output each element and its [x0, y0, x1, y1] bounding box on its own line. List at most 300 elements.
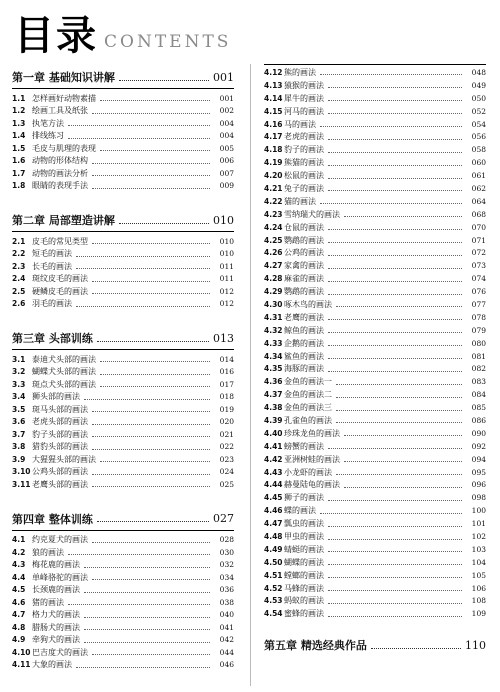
toc-entry[interactable] — [12, 584, 234, 597]
entry-page-number: 095 — [471, 467, 486, 477]
dot-leader — [92, 469, 210, 475]
dot-leader — [84, 612, 210, 618]
entry-title: 公鸡的画法 — [284, 248, 324, 258]
toc-entry[interactable] — [264, 414, 486, 427]
entry-number: 1.4 — [12, 131, 26, 141]
entry-title: 雪纳瑞犬的画法 — [284, 209, 340, 219]
entry-page-number: 094 — [471, 454, 486, 464]
entry-title: 动物的画法分析 — [32, 168, 88, 178]
entry-number: 4.22 — [264, 196, 283, 206]
toc-entry[interactable] — [12, 634, 234, 647]
entry-title: 斑点犬头部的画法 — [32, 379, 96, 389]
toc-entry[interactable] — [12, 235, 234, 248]
dot-leader — [336, 469, 462, 475]
entry-title: 狼的画法 — [32, 547, 64, 557]
toc-entry[interactable] — [12, 378, 234, 391]
toc-entry[interactable] — [264, 285, 486, 298]
toc-entry[interactable] — [12, 559, 234, 572]
entry-number: 2.4 — [12, 274, 26, 284]
entry-page-number: 062 — [471, 183, 486, 193]
toc-entry[interactable] — [264, 491, 486, 504]
entry-page-number: 100 — [471, 506, 486, 516]
toc-entry[interactable] — [12, 391, 234, 404]
dot-leader — [344, 430, 462, 436]
dot-leader — [92, 444, 210, 450]
entry-page-number: 030 — [219, 547, 234, 557]
dot-leader — [328, 340, 462, 346]
entry-title: 啄木鸟的画法 — [284, 299, 332, 309]
chapter-heading[interactable] — [12, 508, 234, 531]
dot-leader — [328, 366, 462, 372]
toc-entry[interactable] — [12, 155, 234, 168]
entry-page-number: 082 — [471, 364, 486, 374]
entry-page-number: 050 — [471, 93, 486, 103]
toc-entry[interactable] — [12, 285, 234, 298]
toc-entry[interactable] — [264, 298, 486, 311]
dot-leader — [92, 419, 210, 425]
dot-leader — [328, 95, 462, 101]
toc-entry[interactable] — [264, 272, 486, 285]
toc-entry[interactable] — [264, 66, 486, 79]
toc-entry[interactable] — [264, 569, 486, 582]
entry-number: 4.50 — [264, 557, 283, 567]
dot-leader — [92, 170, 210, 176]
toc-entry[interactable] — [12, 298, 234, 311]
entry-title: 金鱼的画法一 — [284, 377, 332, 387]
dot-leader — [328, 185, 462, 191]
dot-leader — [84, 587, 210, 593]
entry-page-number: 077 — [471, 299, 486, 309]
toc-entry[interactable] — [264, 401, 486, 414]
entry-page-number: 014 — [219, 354, 234, 364]
dot-leader — [84, 624, 210, 630]
toc-entry[interactable] — [12, 260, 234, 273]
dot-leader — [76, 263, 210, 269]
chapter-heading[interactable] — [12, 327, 234, 350]
dot-leader — [328, 263, 462, 269]
toc-entry[interactable] — [264, 543, 486, 556]
dot-leader — [100, 145, 210, 151]
toc-entry[interactable] — [264, 350, 486, 363]
entry-page-number: 022 — [219, 442, 234, 452]
entry-number: 4.28 — [264, 274, 283, 284]
entry-number: 1.2 — [12, 106, 26, 116]
entry-title: 硬鳞皮毛的画法 — [32, 286, 88, 296]
entry-number: 3.8 — [12, 442, 26, 452]
entry-title: 鹦鹉的画法 — [284, 287, 324, 297]
entry-title: 格力犬的画法 — [32, 610, 80, 620]
chapter-section — [12, 66, 234, 192]
entry-title: 螃蟹的画法 — [284, 441, 324, 451]
dot-leader — [328, 443, 462, 449]
entry-title: 猎豹头部的画法 — [32, 442, 88, 452]
entry-number: 4.8 — [12, 622, 26, 632]
toc-entry[interactable] — [12, 428, 234, 441]
page-title-english: CONTENTS — [104, 32, 232, 52]
toc-entry[interactable] — [264, 246, 486, 259]
toc-entry[interactable] — [264, 156, 486, 169]
toc-entry[interactable] — [12, 441, 234, 454]
dot-leader — [68, 120, 210, 126]
entry-number: 4.25 — [264, 235, 283, 245]
entry-title: 甲虫的画法 — [284, 532, 324, 541]
top-rule — [264, 64, 486, 65]
entry-title: 排线练习 — [32, 131, 64, 141]
toc-entry[interactable] — [12, 130, 234, 143]
toc-entry[interactable] — [264, 169, 486, 182]
section-gap — [12, 192, 234, 209]
entry-page-number: 007 — [219, 168, 234, 178]
chapter-section — [12, 209, 234, 310]
entry-page-number: 048 — [471, 67, 486, 77]
dot-leader — [328, 314, 462, 320]
dot-leader — [336, 379, 462, 385]
toc-entry[interactable] — [264, 311, 486, 324]
dot-leader — [92, 108, 210, 114]
toc-entry[interactable] — [264, 595, 486, 608]
entry-number: 4.27 — [264, 261, 283, 271]
toc-entry[interactable] — [264, 79, 486, 92]
entry-number: 4.13 — [264, 80, 283, 90]
toc-entry[interactable] — [264, 530, 486, 543]
toc-entry[interactable] — [264, 362, 486, 375]
entry-title: 金鱼的画法三 — [284, 403, 332, 413]
chapter-heading[interactable] — [12, 66, 234, 89]
entry-number: 4.51 — [264, 570, 283, 580]
entry-title: 熊的画法 — [284, 67, 316, 77]
toc-entry[interactable] — [264, 607, 486, 620]
entry-title: 蜜蜂的画法 — [284, 609, 324, 619]
toc-entry[interactable] — [12, 609, 234, 622]
toc-right-column — [264, 66, 486, 659]
entry-title: 皮毛的常见类型 — [32, 236, 88, 246]
entry-page-number: 068 — [471, 209, 486, 219]
entry-number: 4.7 — [12, 610, 26, 620]
entry-number: 4.52 — [264, 583, 283, 593]
chapter-section — [264, 634, 486, 656]
dot-leader — [92, 431, 210, 437]
entry-title: 怎样画好动物素描 — [32, 93, 96, 103]
entry-number: 4.29 — [264, 287, 283, 297]
entry-page-number: 086 — [471, 415, 486, 425]
entry-title: 公鸡头部的画法 — [32, 467, 88, 477]
toc-entry[interactable] — [264, 388, 486, 401]
entry-page-number: 001 — [219, 93, 234, 103]
toc-entry[interactable] — [12, 596, 234, 609]
entry-page-number: 006 — [219, 156, 234, 166]
entry-title: 螳螂的画法 — [284, 570, 324, 580]
toc-entry[interactable] — [12, 534, 234, 547]
toc-entry[interactable] — [264, 517, 486, 530]
toc-entry[interactable] — [264, 221, 486, 234]
toc-entry[interactable] — [12, 416, 234, 429]
entry-title: 老鹰的画法 — [284, 312, 324, 322]
toc-entry[interactable] — [12, 478, 234, 491]
dot-leader — [92, 537, 210, 543]
toc-entry[interactable] — [264, 504, 486, 517]
entry-title: 动物的形体结构 — [32, 156, 88, 166]
entry-number: 2.6 — [12, 299, 26, 309]
entry-title: 企鹅的画法 — [284, 338, 324, 348]
entry-number: 2.3 — [12, 261, 26, 271]
entry-title: 单峰骆驼的画法 — [32, 572, 88, 582]
dot-leader — [97, 335, 209, 342]
chapter-page-number: 001 — [213, 70, 234, 84]
toc-entry[interactable] — [12, 273, 234, 286]
entry-title: 老虎头部的画法 — [32, 417, 88, 427]
entry-number: 4.45 — [264, 493, 283, 503]
dot-leader — [328, 237, 462, 243]
entry-page-number: 042 — [219, 635, 234, 645]
dot-leader — [100, 356, 210, 362]
entry-number: 3.9 — [12, 454, 26, 464]
dot-leader — [328, 327, 462, 333]
toc-entry[interactable] — [12, 646, 234, 659]
dot-leader — [328, 521, 462, 527]
entry-page-number: 072 — [471, 248, 486, 258]
entry-page-number: 040 — [219, 610, 234, 620]
toc-entry[interactable] — [12, 180, 234, 193]
entry-number: 4.23 — [264, 209, 283, 219]
entry-number: 1.7 — [12, 168, 26, 178]
entry-number: 1.3 — [12, 118, 26, 128]
dot-leader — [371, 642, 461, 649]
toc-entry[interactable] — [264, 337, 486, 350]
toc-entry[interactable] — [264, 208, 486, 221]
toc-entry[interactable] — [12, 248, 234, 261]
entry-title: 赫曼陆龟的画法 — [284, 480, 340, 490]
toc-entry[interactable] — [264, 440, 486, 453]
entry-title: 狮子的画法 — [284, 493, 324, 503]
dot-leader — [328, 82, 462, 88]
toc-entry[interactable] — [264, 479, 486, 492]
entry-page-number: 044 — [219, 647, 234, 657]
entry-page-number: 079 — [471, 325, 486, 335]
dot-leader — [119, 217, 209, 224]
entry-page-number: 010 — [219, 249, 234, 259]
entry-title: 犀牛的画法 — [284, 93, 324, 103]
toc-entry[interactable] — [12, 659, 234, 672]
entry-page-number: 092 — [471, 441, 486, 451]
toc-entry[interactable] — [12, 105, 234, 118]
entry-page-number: 041 — [219, 622, 234, 632]
toc-entry[interactable] — [12, 546, 234, 559]
toc-entry[interactable] — [12, 571, 234, 584]
chapter-section — [12, 327, 234, 491]
entry-page-number: 038 — [219, 597, 234, 607]
entry-page-number: 004 — [219, 131, 234, 141]
toc-entry[interactable] — [264, 556, 486, 569]
toc-entry[interactable] — [264, 143, 486, 156]
entry-number: 4.3 — [12, 560, 26, 570]
toc-entry[interactable] — [12, 353, 234, 366]
entry-page-number: 109 — [471, 609, 486, 619]
dot-leader — [119, 74, 209, 81]
entry-page-number: 101 — [471, 519, 486, 529]
toc-entry[interactable] — [12, 621, 234, 634]
entry-title: 老鹰头部的画法 — [32, 479, 88, 489]
toc-entry[interactable] — [264, 453, 486, 466]
entry-title: 鹦鹉的画法 — [284, 235, 324, 245]
entry-page-number: 017 — [219, 379, 234, 389]
dot-leader — [76, 662, 210, 668]
entry-number: 4.18 — [264, 145, 283, 155]
entry-page-number: 106 — [471, 583, 486, 593]
dot-leader — [320, 508, 462, 514]
toc-entry[interactable] — [264, 259, 486, 272]
entry-number: 4.10 — [12, 647, 31, 657]
entry-page-number: 023 — [219, 454, 234, 464]
toc-entry[interactable] — [264, 582, 486, 595]
chapter-heading[interactable] — [12, 209, 234, 232]
toc-entry[interactable] — [12, 92, 234, 105]
entry-page-number: 046 — [219, 660, 234, 670]
entry-number: 4.43 — [264, 467, 283, 477]
dot-leader — [100, 95, 210, 101]
dot-leader — [84, 394, 210, 400]
entry-number: 4.30 — [264, 299, 283, 309]
entry-number: 4.15 — [264, 106, 283, 116]
dot-leader — [328, 572, 462, 578]
dot-leader — [84, 562, 210, 568]
entry-number: 4.44 — [264, 480, 283, 490]
entry-number: 4.38 — [264, 403, 283, 413]
entry-title: 腊肠犬的画法 — [32, 622, 80, 632]
entry-page-number: 090 — [471, 428, 486, 438]
entry-number: 4.47 — [264, 519, 283, 529]
entry-title: 蚂蚁的画法 — [284, 596, 324, 606]
entry-page-number: 025 — [219, 479, 234, 489]
chapter-heading[interactable] — [264, 634, 486, 656]
entry-page-number: 020 — [219, 417, 234, 427]
dot-leader — [344, 482, 462, 488]
toc-entry[interactable] — [264, 375, 486, 388]
entry-title: 亚洲树蛙的画法 — [284, 454, 340, 464]
chapter-section — [12, 508, 234, 672]
section-gap — [12, 491, 234, 508]
entry-number: 4.39 — [264, 415, 283, 425]
entry-title: 毛皮与肌理的表现 — [32, 143, 96, 153]
entry-number: 4.33 — [264, 338, 283, 348]
toc-entry[interactable] — [264, 427, 486, 440]
entry-number: 4.26 — [264, 248, 283, 258]
dot-leader — [328, 598, 462, 604]
entry-page-number: 009 — [219, 181, 234, 191]
toc-entry[interactable] — [264, 118, 486, 131]
entry-number: 3.1 — [12, 354, 26, 364]
dot-leader — [328, 147, 462, 153]
entry-page-number: 052 — [471, 106, 486, 116]
dot-leader — [320, 69, 462, 75]
entry-title: 梅花鹿的画法 — [32, 560, 80, 570]
section-gap — [12, 310, 234, 327]
dot-leader — [68, 549, 210, 555]
entry-page-number: 036 — [219, 585, 234, 595]
toc-entry[interactable] — [264, 466, 486, 479]
entry-page-number: 002 — [219, 106, 234, 116]
entry-title: 执笔方法 — [32, 118, 64, 128]
entry-title: 大猩猩头部的画法 — [32, 454, 96, 464]
dot-leader — [336, 392, 462, 398]
toc-entry[interactable] — [12, 366, 234, 379]
entry-title: 金鱼的画法二 — [284, 390, 332, 400]
toc-entry[interactable] — [264, 182, 486, 195]
entry-page-number: 012 — [219, 299, 234, 309]
toc-entry[interactable] — [264, 105, 486, 118]
toc-entry[interactable] — [12, 403, 234, 416]
entry-page-number: 103 — [471, 544, 486, 554]
toc-entry[interactable] — [12, 117, 234, 130]
dot-leader — [328, 546, 462, 552]
entry-number: 4.2 — [12, 547, 26, 557]
dot-leader — [100, 456, 210, 462]
chapter-page-number: 027 — [213, 512, 234, 525]
entry-title: 老虎的画法 — [284, 132, 324, 142]
toc-entry[interactable] — [264, 92, 486, 105]
toc-entry[interactable] — [264, 324, 486, 337]
entry-number: 1.6 — [12, 156, 26, 166]
toc-entry[interactable] — [264, 234, 486, 247]
entry-number: 4.1 — [12, 535, 26, 545]
entry-title: 马的画法 — [284, 119, 316, 129]
entry-number: 4.9 — [12, 635, 26, 645]
entry-number: 4.49 — [264, 544, 283, 554]
entry-title: 巴吉度犬的画法 — [32, 647, 88, 657]
entry-page-number: 104 — [471, 557, 486, 567]
entry-title: 熊猫的画法 — [284, 158, 324, 168]
chapter-title: 第五章 精选经典作品 — [264, 639, 367, 653]
entry-page-number: 034 — [219, 572, 234, 582]
toc-entry[interactable] — [12, 453, 234, 466]
entry-page-number: 061 — [471, 171, 486, 181]
toc-entry[interactable] — [12, 466, 234, 479]
entry-page-number: 004 — [219, 118, 234, 128]
entry-number: 4.53 — [264, 596, 283, 606]
dot-leader — [92, 238, 210, 244]
dot-leader — [336, 417, 462, 423]
entry-number: 2.5 — [12, 286, 26, 296]
toc-entry[interactable] — [12, 167, 234, 180]
entry-number: 4.46 — [264, 506, 283, 516]
entry-number: 3.5 — [12, 404, 26, 414]
entry-number: 1.8 — [12, 181, 26, 191]
entry-page-number: 084 — [471, 390, 486, 400]
toc-entry[interactable] — [264, 130, 486, 143]
dot-leader — [344, 456, 462, 462]
entry-title: 眼睛的表现手法 — [32, 181, 88, 191]
entry-page-number: 005 — [219, 143, 234, 153]
dot-leader — [76, 251, 210, 257]
entry-page-number: 018 — [219, 392, 234, 402]
entry-number: 4.24 — [264, 222, 283, 232]
dot-leader — [100, 369, 210, 375]
entry-number: 3.10 — [12, 467, 31, 477]
entry-number: 4.12 — [264, 67, 283, 77]
entry-page-number: 060 — [471, 158, 486, 168]
dot-leader — [328, 250, 462, 256]
entry-number: 4.40 — [264, 428, 283, 438]
entry-number: 4.42 — [264, 454, 283, 464]
entry-number: 4.11 — [12, 660, 31, 670]
entry-page-number: 096 — [471, 480, 486, 490]
dot-leader — [92, 288, 210, 294]
chapter-title: 第一章 基础知识讲解 — [12, 71, 115, 84]
toc-entry[interactable] — [12, 142, 234, 155]
toc-entry[interactable] — [264, 195, 486, 208]
dot-leader — [328, 559, 462, 565]
entry-number: 1.5 — [12, 143, 26, 153]
entry-page-number: 011 — [219, 261, 234, 271]
